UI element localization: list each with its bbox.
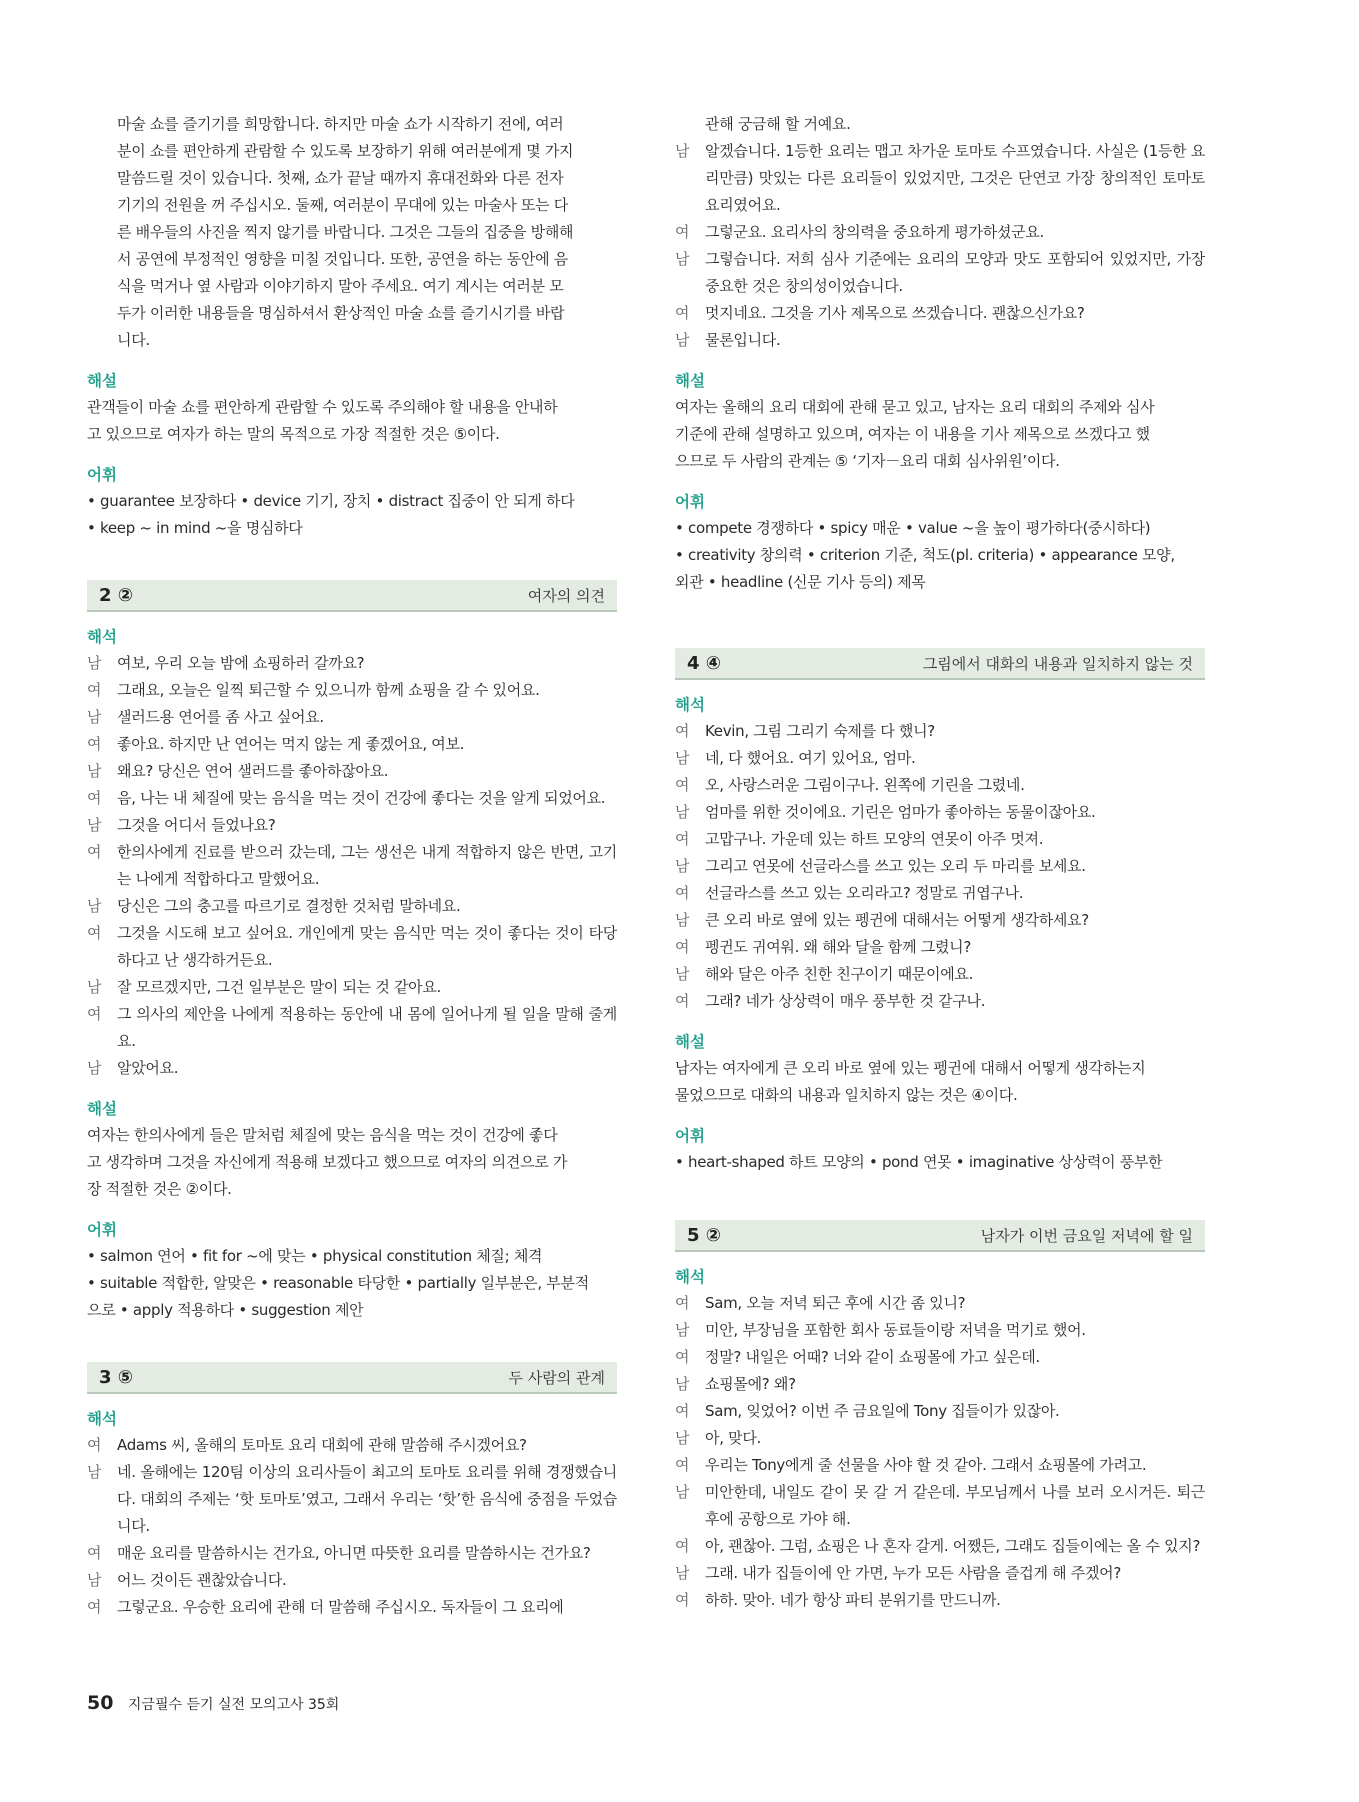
dialogue-line (87, 839, 617, 893)
dialogue-text: 그리고 연못에 선글라스를 쓰고 있는 오리 두 마리를 보세요. (705, 857, 1086, 875)
dialogue-text: 하하. 맞아. 네가 항상 파티 분위기를 만드니까. (705, 1591, 1001, 1609)
speaker-label: 여 (87, 735, 102, 753)
dialogue-text: Sam, 오늘 저녁 퇴근 후에 시간 좀 있니? (705, 1294, 966, 1312)
s4-explanation (675, 1055, 1205, 1109)
q4-number: 4 ④ (687, 652, 722, 674)
speaker-label: 여 (87, 1436, 102, 1454)
dialogue-line (87, 920, 617, 974)
speaker-label: 여 (675, 830, 690, 848)
dialogue-line (87, 812, 617, 839)
q4-dialogue (675, 718, 1205, 1015)
dialogue-text: 매운 요리를 말씀하시는 건가요, 아니면 따뜻한 요리를 말씀하시는 건가요? (117, 1544, 591, 1562)
s4-vocabulary (675, 1149, 1205, 1176)
dialogue-text: 그렇군요. 우승한 요리에 관해 더 말씀해 주십시오. 독자들이 그 요리에 (117, 1598, 564, 1616)
dialogue-line (87, 677, 617, 704)
speaker-label: 여 (87, 1598, 102, 1616)
dialogue-text: 멋지네요. 그것을 기사 제목으로 쓰겠습니다. 괜찮으신가요? (705, 304, 1085, 322)
dialogue-text: 큰 오리 바로 옆에 있는 펭귄에 대해서는 어떻게 생각하세요? (705, 911, 1089, 929)
dialogue-line (675, 907, 1205, 934)
s2-label-vocab: 어휘 (87, 1221, 117, 1239)
speaker-label: 여 (675, 992, 690, 1010)
vocab-line: • suitable 적합한, 알맞은 • reasonable 타당한 • partially 일부분은, 부분적 (87, 1274, 589, 1292)
dialogue-line (675, 246, 1205, 300)
speaker-label: 여 (87, 1005, 102, 1023)
intro-line: 말씀드릴 것이 있습니다. 첫째, 쇼가 끝날 때까지 휴대전화와 다른 전자 (117, 169, 564, 187)
dialogue-line (675, 1587, 1205, 1614)
dialogue-line (675, 138, 1205, 219)
dialogue-text: 해와 달은 아주 친한 친구이기 때문이에요. (705, 965, 974, 983)
dialogue-text: 여보, 우리 오늘 밤에 쇼핑하러 갈까요? (117, 654, 365, 672)
speaker-label: 남 (87, 654, 102, 672)
q4-header-bar (675, 648, 1205, 680)
dialogue-text: 음, 나는 내 체질에 맞는 음식을 먹는 것이 건강에 좋다는 것을 알게 되었어요. (117, 789, 606, 807)
speaker-label: 여 (675, 938, 690, 956)
explanation-line: 여자는 한의사에게 들은 말처럼 체질에 맞는 음식을 먹는 것이 건강에 좋다 (87, 1126, 558, 1144)
dialogue-line (675, 880, 1205, 907)
vocab-line: • heart-shaped 하트 모양의 • pond 연못 • imaginative 상상력이 풍부한 (675, 1153, 1163, 1171)
explanation-line: 기준에 관해 설명하고 있으며, 여자는 이 내용을 기사 제목으로 쓰겠다고 했 (675, 425, 1150, 443)
dialogue-text: 물론입니다. (705, 331, 781, 349)
vocab-line: 으로 • apply 적용하다 • suggestion 제안 (87, 1301, 364, 1319)
speaker-label: 남 (675, 749, 690, 767)
explanation-line: 고 생각하며 그것을 자신에게 적용해 보겠다고 했으므로 여자의 의견으로 가 (87, 1153, 568, 1171)
speaker-label: 여 (675, 223, 690, 241)
q2-title: 여자의 의견 (527, 586, 605, 605)
dialogue-line (675, 1371, 1205, 1398)
dialogue-line (675, 745, 1205, 772)
dialogue-line (87, 1540, 617, 1567)
intro-line: 마술 쇼를 즐기기를 희망합니다. 하지만 마술 쇼가 시작하기 전에, 여러 (117, 115, 564, 133)
dialogue-line (675, 961, 1205, 988)
q2-dialogue (87, 650, 617, 1082)
dialogue-line (87, 704, 617, 731)
q3-header-bar (87, 1362, 617, 1394)
dialogue-text: Kevin, 그림 그리기 숙제를 다 했니? (705, 722, 935, 740)
q3-dialogue-continued-first: 관해 궁금해 할 거예요. (705, 115, 851, 133)
dialogue-line (675, 1398, 1205, 1425)
speaker-label: 남 (87, 978, 102, 996)
dialogue-line (675, 718, 1205, 745)
dialogue-text: 우리는 Tony에게 줄 선물을 사야 할 것 같아. 그래서 쇼핑몰에 가려고. (705, 1456, 1147, 1474)
speaker-label: 남 (675, 965, 690, 983)
dialogue-text: 그것을 시도해 보고 싶어요. 개인에게 맞는 음식만 먹는 것이 좋다는 것이 타당하다고 난 생각하거든요. (117, 924, 617, 969)
speaker-label: 남 (675, 142, 690, 160)
explanation-line: 장 적절한 것은 ②이다. (87, 1180, 232, 1198)
dialogue-line (87, 974, 617, 1001)
speaker-label: 남 (87, 1571, 102, 1589)
speaker-label: 여 (675, 776, 690, 794)
speaker-label: 여 (87, 924, 102, 942)
speaker-label: 여 (87, 843, 102, 861)
dialogue-line (87, 650, 617, 677)
speaker-label: 남 (87, 1059, 102, 1077)
dialogue-text: 그렇군요. 요리사의 창의력을 중요하게 평가하셨군요. (705, 223, 1044, 241)
intro-paragraph (87, 111, 617, 354)
explanation-line: 으므로 두 사람의 관계는 ⑤ ‘기자－요리 대회 심사위원’이다. (675, 452, 1060, 470)
speaker-label: 여 (87, 789, 102, 807)
dialogue-line (675, 799, 1205, 826)
q5-title: 남자가 이번 금요일 저녁에 할 일 (980, 1226, 1193, 1245)
speaker-label: 여 (675, 1348, 690, 1366)
dialogue-line (675, 1452, 1205, 1479)
dialogue-text: 고맙구나. 가운데 있는 하트 모양의 연못이 아주 멋져. (705, 830, 1044, 848)
dialogue-text: 그 의사의 제안을 나에게 적용하는 동안에 내 몸에 일어나게 될 일을 말해 줄게요. (117, 1005, 617, 1050)
dialogue-text: 한의사에게 진료를 받으러 갔는데, 그는 생선은 내게 적합하지 않은 반면, 고기는 나에게 적합하다고 말했어요. (117, 843, 617, 888)
dialogue-text: 엄마를 위한 것이에요. 기린은 엄마가 좋아하는 동물이잖아요. (705, 803, 1096, 821)
s1-explanation (87, 394, 617, 448)
dialogue-text: 좋아요. 하지만 난 연어는 먹지 않는 게 좋겠어요, 여보. (117, 735, 465, 753)
dialogue-text: 왜요? 당신은 연어 샐러드를 좋아하잖아요. (117, 762, 389, 780)
dialogue-line (87, 893, 617, 920)
page-number: 50 (87, 1692, 114, 1714)
dialogue-line (675, 327, 1205, 354)
dialogue-text: 잘 모르겠지만, 그건 일부분은 말이 되는 것 같아요. (117, 978, 442, 996)
dialogue-line (675, 300, 1205, 327)
dialogue-text: 아, 맞다. (705, 1429, 761, 1447)
dialogue-text: 네, 다 했어요. 여기 있어요, 엄마. (705, 749, 916, 767)
dialogue-text: 미안한데, 내일도 같이 못 갈 거 같은데. 부모님께서 나를 보러 오시거든. 퇴근 후에 공항으로 가야 해. (705, 1483, 1205, 1528)
speaker-label: 여 (675, 1537, 690, 1555)
q3-title: 두 사람의 관계 (508, 1368, 605, 1387)
s3-label-vocab: 어휘 (675, 493, 705, 511)
dialogue-line (675, 219, 1205, 246)
dialogue-text: Sam, 잊었어? 이번 주 금요일에 Tony 집들이가 있잖아. (705, 1402, 1060, 1420)
left-column (87, 111, 617, 1621)
speaker-label: 여 (675, 1402, 690, 1420)
dialogue-line (675, 1317, 1205, 1344)
intro-line: 른 배우들의 사진을 찍지 않기를 바랍니다. 그것은 그들의 집중을 방해해 (117, 223, 574, 241)
explanation-line: 고 있으므로 여자가 하는 말의 목적으로 가장 적절한 것은 ⑤이다. (87, 425, 500, 443)
dialogue-line (675, 1290, 1205, 1317)
speaker-label: 남 (675, 1321, 690, 1339)
q3-dialogue-continued (675, 138, 1205, 354)
dialogue-line (87, 731, 617, 758)
dialogue-text: 그래요, 오늘은 일찍 퇴근할 수 있으니까 함께 쇼핑을 갈 수 있어요. (117, 681, 540, 699)
speaker-label: 여 (87, 1544, 102, 1562)
explanation-line: 여자는 올해의 요리 대회에 관해 묻고 있고, 남자는 요리 대회의 주제와 심사 (675, 398, 1155, 416)
dialogue-line (675, 772, 1205, 799)
intro-line: 니다. (117, 331, 150, 349)
dialogue-line (87, 1432, 617, 1459)
s4-label-haeseol: 해설 (675, 1033, 705, 1051)
intro-line: 두가 이러한 내용들을 명심하셔서 환상적인 마술 쇼를 즐기시기를 바랍 (117, 304, 565, 322)
dialogue-line (675, 1425, 1205, 1452)
dialogue-text: 그래. 내가 집들이에 안 가면, 누가 모든 사람을 즐겁게 해 주겠어? (705, 1564, 1122, 1582)
dialogue-line (87, 1594, 617, 1621)
dialogue-line (675, 988, 1205, 1015)
speaker-label: 여 (675, 884, 690, 902)
speaker-label: 남 (675, 911, 690, 929)
speaker-label: 남 (675, 1429, 690, 1447)
s3-vocabulary (675, 515, 1205, 596)
dialogue-line (87, 785, 617, 812)
s3-label-haeseok: 해석 (87, 1410, 117, 1428)
intro-line: 서 공연에 부정적인 영향을 미칠 것입니다. 또한, 공연을 하는 동안에 음 (117, 250, 568, 268)
dialogue-text: 그것을 어디서 들었나요? (117, 816, 276, 834)
speaker-label: 남 (675, 857, 690, 875)
explanation-line: 남자는 여자에게 큰 오리 바로 옆에 있는 펭귄에 대해서 어떻게 생각하는지 (675, 1059, 1146, 1077)
speaker-label: 남 (675, 331, 690, 349)
right-column (675, 111, 1205, 1614)
dialogue-text: 펭귄도 귀여워. 왜 해와 달을 함께 그렸니? (705, 938, 971, 956)
vocab-line: • keep ~ in mind ~을 명심하다 (87, 519, 303, 537)
speaker-label: 남 (675, 250, 690, 268)
page-footer (87, 1692, 339, 1714)
speaker-label: 남 (675, 1483, 690, 1501)
book-title: 지금필수 듣기 실전 모의고사 35회 (127, 1697, 340, 1713)
s4-label-haeseok: 해석 (675, 696, 705, 714)
vocab-line: • creativity 창의력 • criterion 기준, 척도(pl. criteria) • appearance 모양, (675, 546, 1175, 564)
vocab-line: 외관 • headline (신문 기사 등의) 제목 (675, 573, 926, 591)
dialogue-text: 오, 사랑스러운 그림이구나. 왼쪽에 기린을 그렸네. (705, 776, 1025, 794)
dialogue-text: Adams 씨, 올해의 토마토 요리 대회에 관해 말씀해 주시겠어요? (117, 1436, 527, 1454)
explanation-line: 관객들이 마술 쇼를 편안하게 관람할 수 있도록 주의해야 할 내용을 안내하 (87, 398, 558, 416)
dialogue-line (87, 1055, 617, 1082)
q2-number: 2 ② (99, 584, 134, 606)
speaker-label: 여 (675, 722, 690, 740)
dialogue-line (87, 1001, 617, 1055)
speaker-label: 남 (675, 803, 690, 821)
s1-label-haeseol: 해설 (87, 372, 117, 390)
speaker-label: 여 (675, 1591, 690, 1609)
dialogue-text: 샐러드용 연어를 좀 사고 싶어요. (117, 708, 324, 726)
speaker-label: 여 (675, 1456, 690, 1474)
q3-number: 3 ⑤ (99, 1366, 134, 1388)
speaker-label: 남 (87, 897, 102, 915)
intro-line: 기기의 전원을 꺼 주십시오. 둘째, 여러분이 무대에 있는 마술사 또는 다 (117, 196, 568, 214)
dialogue-text: 아, 괜찮아. 그럼, 쇼핑은 나 혼자 갈게. 어쨌든, 그래도 집들이에는 올 수 있지? (705, 1537, 1201, 1555)
dialogue-line (675, 853, 1205, 880)
vocab-line: • compete 경쟁하다 • spicy 매운 • value ~을 높이 평가하다(중시하다) (675, 519, 1151, 537)
explanation-line: 물었으므로 대화의 내용과 일치하지 않는 것은 ④이다. (675, 1086, 1018, 1104)
speaker-label: 여 (675, 1294, 690, 1312)
dialogue-line (675, 1560, 1205, 1587)
q5-number: 5 ② (687, 1224, 722, 1246)
s2-label-haeseok: 해석 (87, 628, 117, 646)
s4-label-vocab: 어휘 (675, 1127, 705, 1145)
q3-dialogue (87, 1432, 617, 1621)
dialogue-line (675, 826, 1205, 853)
speaker-label: 여 (675, 304, 690, 322)
speaker-label: 남 (87, 762, 102, 780)
dialogue-text: 알겠습니다. 1등한 요리는 맵고 차가운 토마토 수프였습니다. 사실은 (1등한 요리만큼) 맛있는 다른 요리들이 있었지만, 그것은 단연코 가장 창의적인 토마토 요리였어요. (705, 142, 1205, 214)
s2-vocabulary (87, 1243, 617, 1324)
speaker-label: 남 (87, 816, 102, 834)
intro-line: 분이 쇼를 편안하게 관람할 수 있도록 보장하기 위해 여러분에게 몇 가지 (117, 142, 574, 160)
s3-label-haeseol: 해설 (675, 372, 705, 390)
s1-label-vocab: 어휘 (87, 466, 117, 484)
s1-vocabulary (87, 488, 617, 542)
s2-label-haeseol: 해설 (87, 1100, 117, 1118)
q5-dialogue (675, 1290, 1205, 1614)
dialogue-text: 당신은 그의 충고를 따르기로 결정한 것처럼 말하네요. (117, 897, 461, 915)
vocab-line: • guarantee 보장하다 • device 기기, 장치 • distract 집중이 안 되게 하다 (87, 492, 575, 510)
q5-header-bar (675, 1220, 1205, 1252)
dialogue-text: 어느 것이든 괜찮았습니다. (117, 1571, 287, 1589)
dialogue-text: 쇼핑몰에? 왜? (705, 1375, 796, 1393)
speaker-label: 남 (675, 1375, 690, 1393)
dialogue-text: 정말? 내일은 어때? 너와 같이 쇼핑몰에 가고 싶은데. (705, 1348, 1040, 1366)
dialogue-text: 그래? 네가 상상력이 매우 풍부한 것 같구나. (705, 992, 986, 1010)
intro-line: 식을 먹거나 옆 사람과 이야기하지 말아 주세요. 여기 계시는 여러분 모 (117, 277, 564, 295)
dialogue-line (87, 1567, 617, 1594)
dialogue-line (675, 934, 1205, 961)
q2-header-bar (87, 580, 617, 612)
s3-explanation (675, 394, 1205, 475)
dialogue-line (675, 1533, 1205, 1560)
vocab-line: • salmon 연어 • fit for ~에 맞는 • physical constitution 체질; 체격 (87, 1247, 543, 1265)
dialogue-line (87, 1459, 617, 1540)
dialogue-line (675, 1344, 1205, 1371)
dialogue-line (675, 1479, 1205, 1533)
dialogue-text: 네. 올해에는 120팀 이상의 요리사들이 최고의 토마토 요리를 위해 경쟁했습니다. 대회의 주제는 ‘핫 토마토’였고, 그래서 우리는 ‘핫’한 음식에 중점을 두었습니다. (117, 1463, 617, 1535)
dialogue-text: 미안, 부장님을 포함한 회사 동료들이랑 저녁을 먹기로 했어. (705, 1321, 1086, 1339)
s5-label-haeseok: 해석 (675, 1268, 705, 1286)
dialogue-line (87, 758, 617, 785)
dialogue-text: 알았어요. (117, 1059, 179, 1077)
q4-title: 그림에서 대화의 내용과 일치하지 않는 것 (922, 654, 1193, 673)
dialogue-text: 그렇습니다. 저희 심사 기준에는 요리의 모양과 맛도 포함되어 있었지만, 가장 중요한 것은 창의성이었습니다. (705, 250, 1205, 295)
s2-explanation (87, 1122, 617, 1203)
speaker-label: 남 (675, 1564, 690, 1582)
speaker-label: 남 (87, 708, 102, 726)
dialogue-text: 선글라스를 쓰고 있는 오리라고? 정말로 귀엽구나. (705, 884, 1024, 902)
speaker-label: 남 (87, 1463, 102, 1481)
speaker-label: 여 (87, 681, 102, 699)
